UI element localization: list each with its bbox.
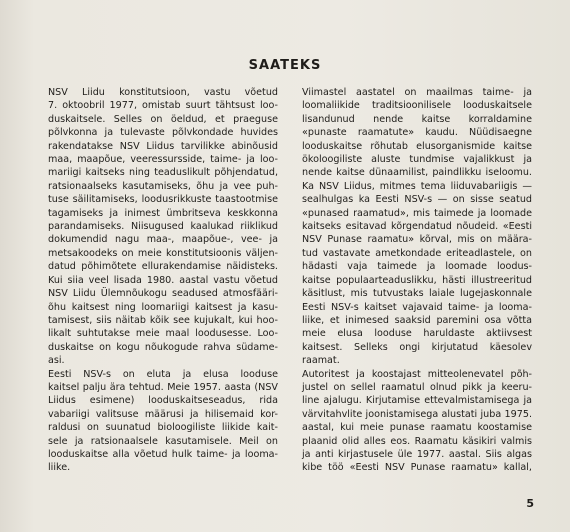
text-line: dokumendid nagu maa-, maapõue-, vee- ja [48,234,278,246]
text-line: datud põhimõtete ellurakendamise näidisteks. [48,261,278,273]
text-line: Liidus esimene) looduskaitseseadus, rida [48,395,278,407]
text-line: «punaste raamatute» kaudu. Nüüdisaegne [302,127,532,139]
text-line: justel on sellel raamatul olnud pikk ja keeru- [302,381,532,393]
text-line: loomaliikide traditsioonilisele looduskaitsele [302,100,532,112]
text-line: kaitsest. Selleks ongi kirjutatud käesolev [302,341,532,353]
text-line: metsakoodeks on meie konstitutsioonis väljen- [48,247,278,259]
text-line: NSV Liidu Ülemnõukogu seadused atmosfääri- [48,288,278,300]
text-line: vabariigi valitsuse määrusi ja hilisemaid kor- [48,408,278,420]
text-line: kibe töö «Eesti NSV Punase raamatu» kallal, [302,462,532,474]
page-title: SAATEKS [248,58,322,73]
page-number: 5 [526,497,534,510]
text-line: looduskaitse alla võetud hulk taime- ja looma- [48,448,278,460]
text-line: rakendatakse NSV Liidus tarvilikke abinõusid [48,140,278,152]
text-line: tud vastavate ametkondade eriteadlastele, on [302,247,532,259]
text-line: ja anti kirjastusele üle 1977. aastal. Siis algas [302,448,532,460]
text-line: parandamiseks. Niisugused kaalukad riiklikud [48,221,278,233]
text-line: ökoloogiliste aluste tundmise vajalikkust ja [302,154,532,166]
text-line: tamisest, siis näitab kõik see kujukalt, kui hoo- [48,314,278,326]
text-line: sele ja ratsionaalsele kasutamisele. Meil on [48,435,278,447]
text-line: NSV Liidu konstitutsioon, vastu võetud [48,87,278,98]
text-line: hädasti vaja taimede ja loomade loodus- [302,261,532,273]
text-line: käsitlust, mis tutvustaks laiale lugejaskonnale [302,288,532,300]
text-line: line ajalugu. Kirjutamise ettevalmistamisega ja [302,395,532,407]
text-line: liike, et inimesed saaksid paremini osa võtta [302,314,532,326]
text-line: plaanid olid alles eos. Raamatu käsikiri valmis [302,435,532,447]
text-line: looduskaitse rõhutab elusorganismide kaitse [302,140,532,152]
text-line: raldusi on suunatud bioloogiliste liikide kait- [48,422,278,434]
text-line: õhu kaitsest ning loomariigi kaitsest ja kasu- [48,301,278,313]
right-column [302,86,532,475]
text-line: NSV Punase raamatu» kõrval, mis on määra- [302,234,532,246]
text-line: duskaitse on kogu nõukogude rahva südame- [48,341,278,353]
text-line: likalt suhtutakse meie maal loodusesse. Loo- [48,328,278,340]
text-line: raamat. [302,355,340,367]
text-line: liike. [48,462,71,474]
text-line: Eesti NSV-s on eluta ja elusa looduse [48,368,278,380]
text-line: Eesti NSV-s kaitset vajavaid taime- ja looma- [302,301,532,313]
text-line: «punased raamatud», mis taimede ja loomade [302,207,532,219]
text-line: kaitsel palju ära tehtud. Meie 1957. aasta (NSV [48,381,278,393]
text-line: nende kaitse dünaamilist, paindlikku iseloomu. [302,167,532,179]
text-line: värvitahvlite joonistamisega alustati juba 1975. [302,408,532,420]
text-line: asi. [48,355,65,367]
text-line: kaitse populaarteaduslikku, hästi illustreeritud [302,274,532,286]
text-line: Ka NSV Liidus, mitmes tema liiduvabariigis — [302,180,532,192]
left-column [48,86,278,475]
text-line: sealhulgas ka Eesti NSV-s — on sisse seatud [302,194,532,206]
text-line: 7. oktoobril 1977, omistab suurt tähtsust loo- [48,100,278,112]
text-line: lisandunud nende kaitse korraldamine [302,113,532,125]
text-line: duskaitsele. Selles on öeldud, et praeguse [48,113,278,125]
text-line: maa, maapõue, veeressursside, taime- ja loo- [48,154,278,166]
text-line: tuse säilitamiseks, loodusrikkuste taastootmise [48,194,278,206]
text-line: ratsionaalseks kasutamiseks, õhu ja vee puh- [48,180,278,192]
text-line: aastal, kui meie punase raamatu koostamise [302,422,532,434]
text-line: mariigi kaitseks ning teaduslikult põhjendatud, [48,167,278,179]
text-line: Viimastel aastatel on maailmas taime- ja [302,87,532,98]
text-line: kaitseks esitavad kõrgendatud nõudeid. «Eesti [302,221,532,233]
text-line: Autoritest ja koostajast mitteolenevatel põh- [302,368,532,380]
text-line: meie elusa looduse haruldaste aktiivsest [302,328,532,340]
text-line: põlvkonna ja tulevaste põlvkondade huvides [48,127,278,139]
text-line: Kui siia veel lisada 1980. aastal vastu võetud [48,274,278,286]
text-line: tagamiseks ja inimest ümbritseva keskkonna [48,207,278,219]
